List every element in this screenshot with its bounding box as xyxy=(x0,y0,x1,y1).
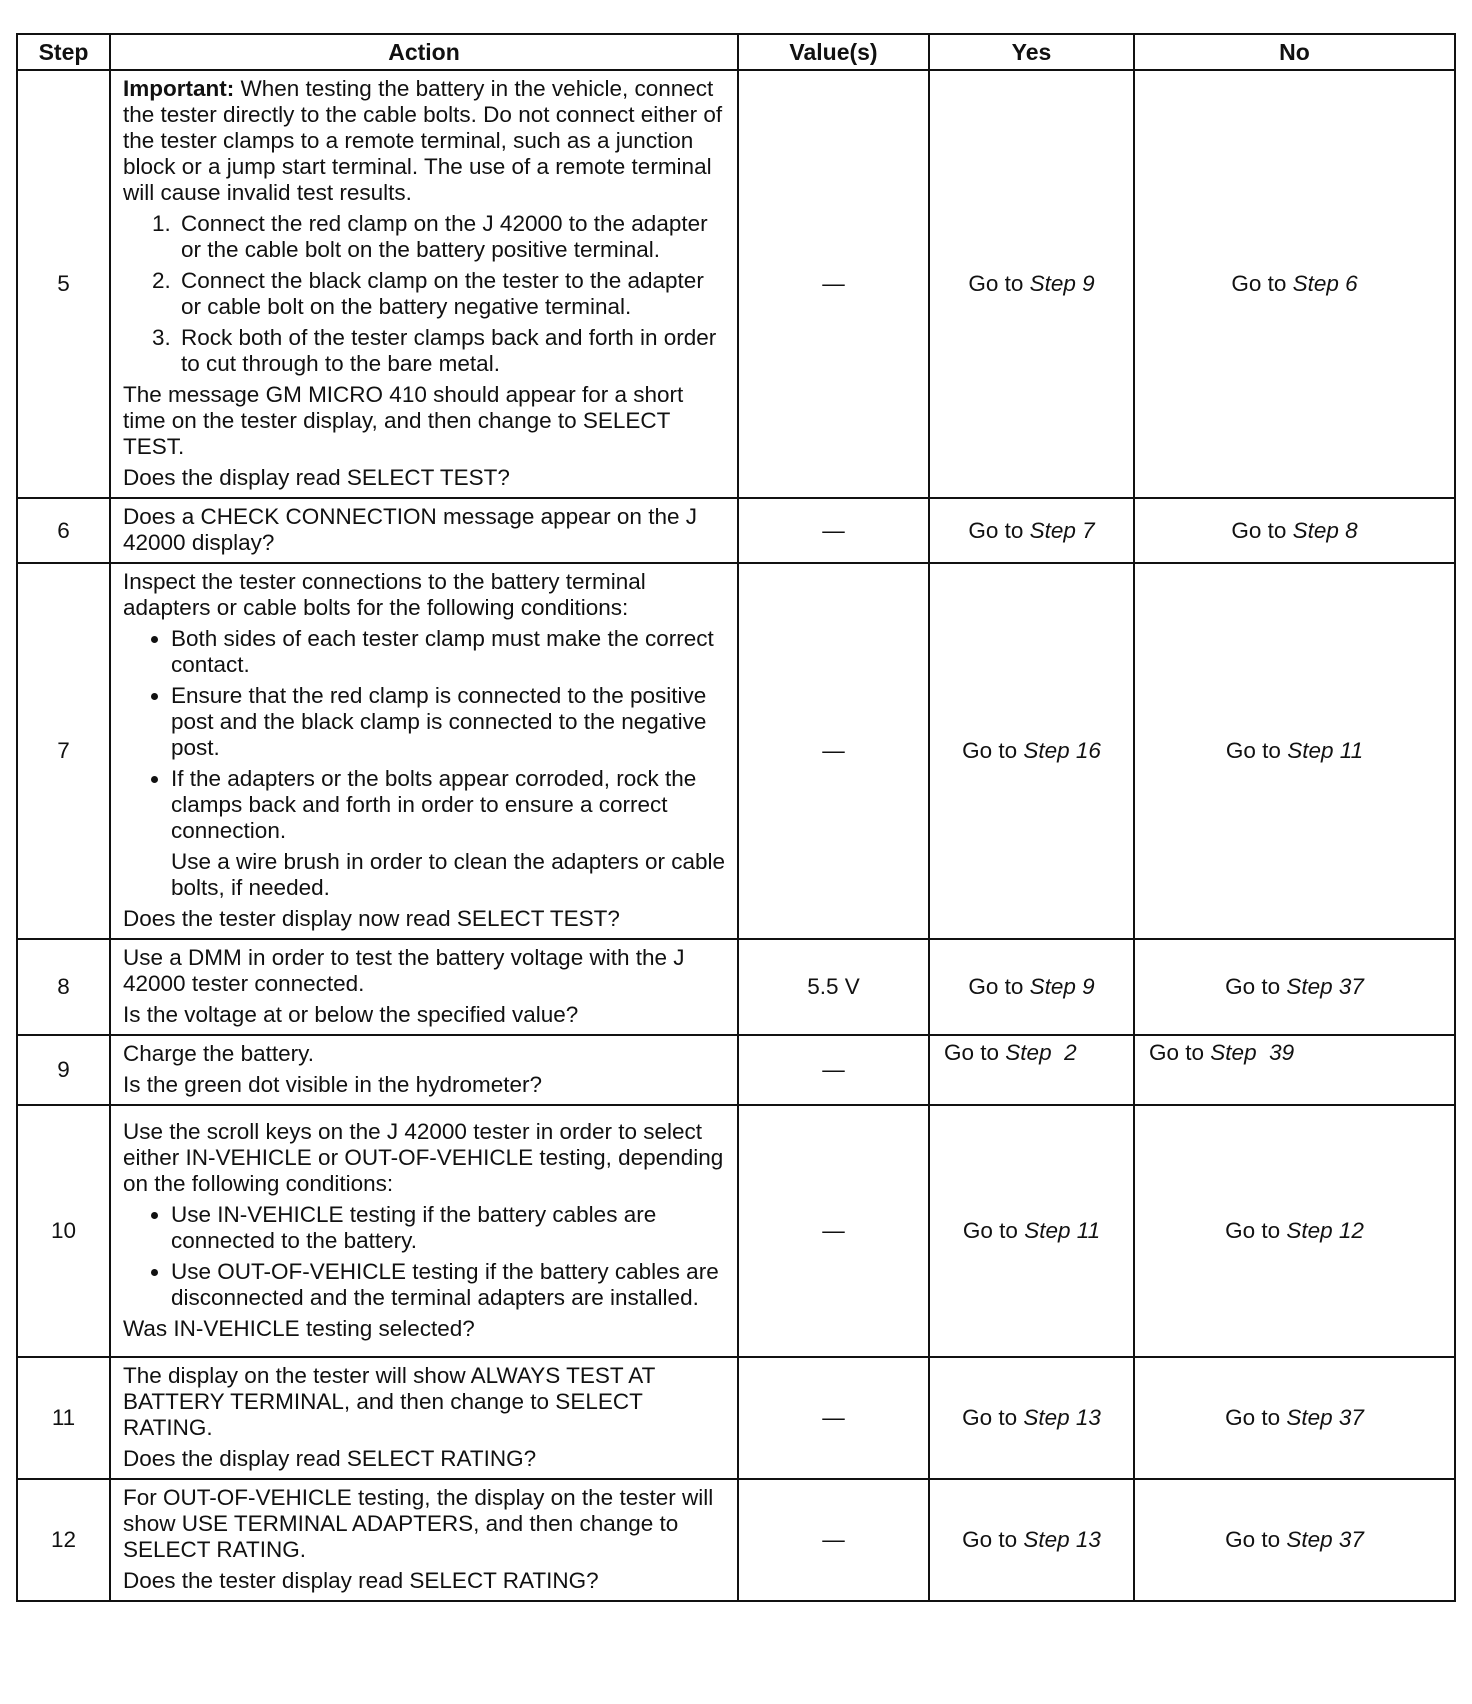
no-cell xyxy=(1134,1479,1455,1601)
value-cell: — xyxy=(738,1035,929,1105)
action-question: Does the tester display read SELECT RATING? xyxy=(123,1568,599,1593)
list-item-text: If the adapters or the bolts appear corroded, rock the clamps back and forth in order to ensure a correct connection. xyxy=(171,766,697,843)
yes-prefix: Go to xyxy=(968,974,1030,999)
no-cell xyxy=(1134,1105,1455,1357)
table-row-step-11 xyxy=(17,1357,1455,1479)
table-row-step-7 xyxy=(17,563,1455,939)
yes-prefix: Go to xyxy=(962,738,1024,763)
list-item: • Use IN-VEHICLE testing if the battery cables are connected to the battery. xyxy=(171,1202,729,1254)
value-cell: — xyxy=(738,1105,929,1357)
header-yes: Yes xyxy=(929,34,1134,70)
no-cell xyxy=(1134,563,1455,939)
value-cell: 5.5 V xyxy=(738,939,929,1035)
no-prefix: Go to xyxy=(1231,271,1293,296)
table-row-step-12 xyxy=(17,1479,1455,1601)
value-cell: — xyxy=(738,563,929,939)
table-row-step-5 xyxy=(17,70,1455,498)
no-prefix: Go to xyxy=(1231,517,1293,543)
header-action: Action xyxy=(110,34,738,70)
header-no: No xyxy=(1134,34,1455,70)
action-cell xyxy=(110,70,738,498)
no-prefix: Go to xyxy=(1225,738,1288,763)
yes-step-link[interactable]: Step 11 xyxy=(1024,1218,1101,1243)
list-item: • Both sides of each tester clamp must make the correct contact. xyxy=(171,626,729,678)
value-cell: — xyxy=(738,1479,929,1601)
yes-cell xyxy=(929,1035,1134,1105)
no-prefix: Go to xyxy=(1225,1527,1287,1552)
action-question: Was IN-VEHICLE testing selected? xyxy=(123,1316,475,1341)
header-values: Value(s) xyxy=(738,34,929,70)
action-intro: The display on the tester will show ALWAYS TEST AT BATTERY TERMINAL, and then change to SELECT RATING. xyxy=(123,1363,655,1440)
action-cell xyxy=(110,1479,738,1601)
step-number: 5 xyxy=(17,70,110,498)
yes-cell xyxy=(929,1357,1134,1479)
yes-prefix: Go to xyxy=(962,1218,1025,1243)
action-cell xyxy=(110,563,738,939)
list-item: • Ensure that the red clamp is connected to the positive post and the black clamp is connected to the negative post. xyxy=(171,683,729,761)
action-intro: Charge the battery. xyxy=(123,1041,314,1066)
yes-step-link[interactable]: Step 16 xyxy=(1023,738,1101,763)
no-cell xyxy=(1134,939,1455,1035)
list-item: 1. Connect the red clamp on the J 42000 to the adapter or the cable bolt on the battery positive terminal. xyxy=(177,211,729,263)
yes-cell xyxy=(929,563,1134,939)
no-prefix: Go to xyxy=(1149,1040,1211,1065)
no-prefix: Go to xyxy=(1225,1218,1287,1243)
step-number: 6 xyxy=(17,498,110,563)
list-item-subtext: Use a wire brush in order to clean the adapters or cable bolts, if needed. xyxy=(171,849,726,900)
yes-step-link[interactable]: Step 13 xyxy=(1023,1405,1101,1430)
diagnostic-table xyxy=(16,33,1456,1602)
action-intro: Use the scroll keys on the J 42000 tester in order to select either IN-VEHICLE or OUT-OF-VEHICLE testing, depending on the following conditions: xyxy=(123,1119,724,1196)
action-question: Does the display read SELECT TEST? xyxy=(123,465,510,490)
action-question: Does a CHECK CONNECTION message appear on the J 42000 display? xyxy=(123,504,697,555)
yes-step-link[interactable]: Step 9 xyxy=(1029,271,1095,296)
no-step-link[interactable]: Step 6 xyxy=(1292,271,1358,296)
step-number: 9 xyxy=(17,1035,110,1105)
yes-prefix: Go to xyxy=(968,517,1030,543)
action-cell xyxy=(110,1357,738,1479)
action-text: The message GM MICRO 410 should appear for a short time on the tester display, and then change to SELECT TEST. xyxy=(123,382,684,459)
table-row-step-8 xyxy=(17,939,1455,1035)
action-intro: For OUT-OF-VEHICLE testing, the display on the tester will show USE TERMINAL ADAPTERS, and then change to SELECT RATING. xyxy=(123,1485,714,1562)
list-item: • Use OUT-OF-VEHICLE testing if the battery cables are disconnected and the terminal adapters are installed. xyxy=(171,1259,729,1311)
yes-prefix: Go to xyxy=(968,271,1030,296)
action-cell xyxy=(110,1105,738,1357)
no-step-link[interactable]: Step 37 xyxy=(1286,1527,1364,1552)
no-cell xyxy=(1134,70,1455,498)
list-item: 2. Connect the black clamp on the tester to the adapter or cable bolt on the battery negative terminal. xyxy=(177,268,729,320)
no-cell xyxy=(1134,1357,1455,1479)
condition-list xyxy=(123,1202,729,1311)
yes-step-link[interactable]: Step 13 xyxy=(1023,1527,1101,1552)
step-number: 10 xyxy=(17,1105,110,1357)
important-note xyxy=(123,76,729,206)
yes-cell xyxy=(929,70,1134,498)
yes-cell xyxy=(929,1479,1134,1601)
no-step-link[interactable]: Step 12 xyxy=(1286,1218,1364,1243)
action-intro: Use a DMM in order to test the battery voltage with the J 42000 tester connected. xyxy=(123,945,685,996)
yes-prefix: Go to xyxy=(944,1040,1006,1065)
table-row-step-9 xyxy=(17,1035,1455,1105)
step-number: 7 xyxy=(17,563,110,939)
list-item xyxy=(171,766,729,901)
no-step-link[interactable]: Step 11 xyxy=(1287,738,1364,763)
no-step-link[interactable]: Step 8 xyxy=(1292,517,1358,543)
step-number: 12 xyxy=(17,1479,110,1601)
diagnostic-table-sheet xyxy=(16,33,1454,1602)
step-number: 8 xyxy=(17,939,110,1035)
action-intro: Inspect the tester connections to the battery terminal adapters or cable bolts for the following conditions: xyxy=(123,569,646,620)
yes-cell xyxy=(929,498,1134,563)
value-cell: — xyxy=(738,498,929,563)
important-text: When testing the battery in the vehicle, connect the tester directly to the cable bolts. Do not connect either of the tester clamps to a remote terminal, such as a junction block or a jump start terminal. The use of a remote terminal will cause invalid test results. xyxy=(123,76,723,205)
yes-cell xyxy=(929,939,1134,1035)
action-cell xyxy=(110,1035,738,1105)
condition-list xyxy=(123,626,729,901)
action-question: Does the display read SELECT RATING? xyxy=(123,1446,537,1471)
value-cell: — xyxy=(738,1357,929,1479)
step-number: 11 xyxy=(17,1357,110,1479)
action-question: Does the tester display now read SELECT TEST? xyxy=(123,906,620,931)
no-step-link[interactable]: Step 37 xyxy=(1286,974,1364,999)
table-row-step-6 xyxy=(17,498,1455,563)
no-cell xyxy=(1134,1035,1455,1105)
header-step: Step xyxy=(17,34,110,70)
no-prefix: Go to xyxy=(1225,1405,1287,1430)
no-prefix: Go to xyxy=(1225,974,1287,999)
yes-prefix: Go to xyxy=(962,1405,1024,1430)
no-cell xyxy=(1134,498,1455,563)
action-question: Is the voltage at or below the specified value? xyxy=(123,1002,579,1027)
important-label: Important: xyxy=(123,76,235,101)
action-cell xyxy=(110,498,738,563)
yes-step-link[interactable]: Step 9 xyxy=(1029,974,1095,999)
action-question: Is the green dot visible in the hydrometer? xyxy=(123,1072,542,1097)
no-step-link[interactable]: Step 37 xyxy=(1286,1405,1364,1430)
yes-cell xyxy=(929,1105,1134,1357)
yes-step-link[interactable]: Step 2 xyxy=(1005,1040,1077,1065)
table-row-step-10 xyxy=(17,1105,1455,1357)
yes-prefix: Go to xyxy=(962,1527,1024,1552)
procedure-list xyxy=(123,211,729,377)
yes-step-link[interactable]: Step 7 xyxy=(1029,517,1095,543)
action-cell xyxy=(110,939,738,1035)
header-row xyxy=(17,34,1455,70)
no-step-link[interactable]: Step 39 xyxy=(1210,1040,1295,1065)
value-cell: — xyxy=(738,70,929,498)
list-item: 3. Rock both of the tester clamps back and forth in order to cut through to the bare metal. xyxy=(177,325,729,377)
